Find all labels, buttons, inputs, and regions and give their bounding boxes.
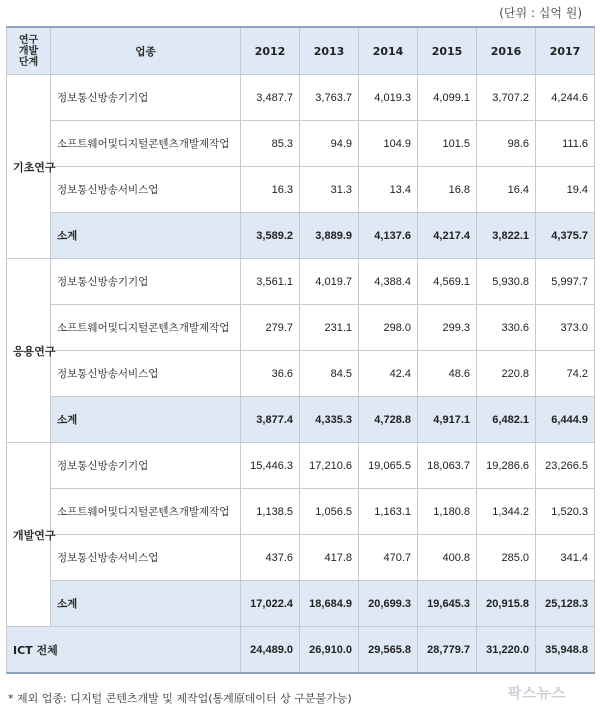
table-row (7, 305, 595, 351)
value-cell: 48.6 (418, 351, 477, 397)
value-cell: 101.5 (418, 121, 477, 167)
value-cell: 417.8 (300, 535, 359, 581)
industry-cell: 소프트웨어및디지털콘텐츠개발제작업 (51, 305, 241, 351)
value-cell: 19,065.5 (359, 443, 418, 489)
value-cell: 4,099.1 (418, 75, 477, 121)
value-cell: 285.0 (477, 535, 536, 581)
rd-investment-table (6, 26, 595, 674)
value-cell: 15,446.3 (241, 443, 300, 489)
industry-cell: 정보통신방송서비스업 (51, 535, 241, 581)
value-cell: 23,266.5 (536, 443, 595, 489)
value-cell: 1,163.1 (359, 489, 418, 535)
industry-cell: 정보통신방송서비스업 (51, 351, 241, 397)
value-cell: 16.8 (418, 167, 477, 213)
value-cell: 104.9 (359, 121, 418, 167)
table-row (7, 535, 595, 581)
value-cell: 330.6 (477, 305, 536, 351)
industry-cell: 소프트웨어및디지털콘텐츠개발제작업 (51, 489, 241, 535)
value-cell: 437.6 (241, 535, 300, 581)
value-cell: 16.3 (241, 167, 300, 213)
table-row (7, 443, 595, 489)
subtotal-value: 4,335.3 (300, 397, 359, 443)
subtotal-value: 4,137.6 (359, 213, 418, 259)
subtotal-value: 3,889.9 (300, 213, 359, 259)
header-year: 2012 (241, 27, 300, 75)
value-cell: 1,344.2 (477, 489, 536, 535)
total-value: 29,565.8 (359, 627, 418, 674)
value-cell: 299.3 (418, 305, 477, 351)
industry-cell: 정보통신방송기기업 (51, 75, 241, 121)
value-cell: 3,487.7 (241, 75, 300, 121)
value-cell: 231.1 (300, 305, 359, 351)
value-cell: 298.0 (359, 305, 418, 351)
value-cell: 5,997.7 (536, 259, 595, 305)
total-value: 31,220.0 (477, 627, 536, 674)
value-cell: 5,930.8 (477, 259, 536, 305)
table-row (7, 167, 595, 213)
header-year: 2016 (477, 27, 536, 75)
value-cell: 1,520.3 (536, 489, 595, 535)
industry-cell: 정보통신방송기기업 (51, 443, 241, 489)
subtotal-row (7, 397, 595, 443)
header-year: 2013 (300, 27, 359, 75)
total-value: 35,948.8 (536, 627, 595, 674)
value-cell: 13.4 (359, 167, 418, 213)
table-row (7, 351, 595, 397)
subtotal-value: 4,917.1 (418, 397, 477, 443)
industry-cell: 정보통신방송기기업 (51, 259, 241, 305)
unit-label: (단위 : 십억 원) (499, 6, 582, 20)
value-cell: 85.3 (241, 121, 300, 167)
total-value: 24,489.0 (241, 627, 300, 674)
value-cell: 1,138.5 (241, 489, 300, 535)
subtotal-value: 6,444.9 (536, 397, 595, 443)
header-row (7, 27, 595, 75)
value-cell: 94.9 (300, 121, 359, 167)
value-cell: 18,063.7 (418, 443, 477, 489)
value-cell: 3,763.7 (300, 75, 359, 121)
subtotal-value: 3,589.2 (241, 213, 300, 259)
stage-cell: 기초연구 (7, 75, 51, 259)
total-label: ICT 전체 (7, 627, 241, 674)
header-year: 2015 (418, 27, 477, 75)
header-industry: 업종 (51, 27, 241, 75)
table-row (7, 489, 595, 535)
value-cell: 19.4 (536, 167, 595, 213)
value-cell: 1,180.8 (418, 489, 477, 535)
subtotal-label: 소계 (51, 397, 241, 443)
subtotal-value: 4,217.4 (418, 213, 477, 259)
total-value: 28,779.7 (418, 627, 477, 674)
value-cell: 42.4 (359, 351, 418, 397)
value-cell: 36.6 (241, 351, 300, 397)
table-row (7, 75, 595, 121)
subtotal-value: 4,728.8 (359, 397, 418, 443)
value-cell: 4,569.1 (418, 259, 477, 305)
subtotal-value: 3,877.4 (241, 397, 300, 443)
value-cell: 400.8 (418, 535, 477, 581)
value-cell: 220.8 (477, 351, 536, 397)
value-cell: 111.6 (536, 121, 595, 167)
subtotal-value: 17,022.4 (241, 581, 300, 627)
value-cell: 19,286.6 (477, 443, 536, 489)
subtotal-row (7, 213, 595, 259)
subtotal-value: 25,128.3 (536, 581, 595, 627)
value-cell: 3,561.1 (241, 259, 300, 305)
stage-cell: 응용연구 (7, 259, 51, 443)
total-row (7, 627, 595, 674)
subtotal-label: 소계 (51, 213, 241, 259)
header-stage: 연구 개발 단계 (7, 27, 51, 75)
table-row (7, 121, 595, 167)
total-value: 26,910.0 (300, 627, 359, 674)
subtotal-value: 20,915.8 (477, 581, 536, 627)
industry-cell: 정보통신방송서비스업 (51, 167, 241, 213)
value-cell: 470.7 (359, 535, 418, 581)
header-year: 2014 (359, 27, 418, 75)
subtotal-value: 19,645.3 (418, 581, 477, 627)
table-row (7, 259, 595, 305)
value-cell: 4,388.4 (359, 259, 418, 305)
subtotal-value: 6,482.1 (477, 397, 536, 443)
value-cell: 4,019.7 (300, 259, 359, 305)
watermark-logo: 팍스뉴스 (507, 686, 566, 702)
subtotal-row (7, 581, 595, 627)
value-cell: 31.3 (300, 167, 359, 213)
subtotal-value: 20,699.3 (359, 581, 418, 627)
subtotal-value: 4,375.7 (536, 213, 595, 259)
subtotal-value: 3,822.1 (477, 213, 536, 259)
value-cell: 16.4 (477, 167, 536, 213)
value-cell: 279.7 (241, 305, 300, 351)
value-cell: 3,707.2 (477, 75, 536, 121)
value-cell: 98.6 (477, 121, 536, 167)
value-cell: 17,210.6 (300, 443, 359, 489)
value-cell: 4,244.6 (536, 75, 595, 121)
value-cell: 84.5 (300, 351, 359, 397)
value-cell: 4,019.3 (359, 75, 418, 121)
value-cell: 373.0 (536, 305, 595, 351)
header-year: 2017 (536, 27, 595, 75)
value-cell: 1,056.5 (300, 489, 359, 535)
value-cell: 74.2 (536, 351, 595, 397)
value-cell: 341.4 (536, 535, 595, 581)
industry-cell: 소프트웨어및디지털콘텐츠개발제작업 (51, 121, 241, 167)
subtotal-value: 18,684.9 (300, 581, 359, 627)
subtotal-label: 소계 (51, 581, 241, 627)
stage-cell: 개발연구 (7, 443, 51, 627)
footnote: * 제외 업종: 디지털 콘텐츠개발 및 제작업(통계原데이터 상 구분불가능) (8, 692, 352, 705)
